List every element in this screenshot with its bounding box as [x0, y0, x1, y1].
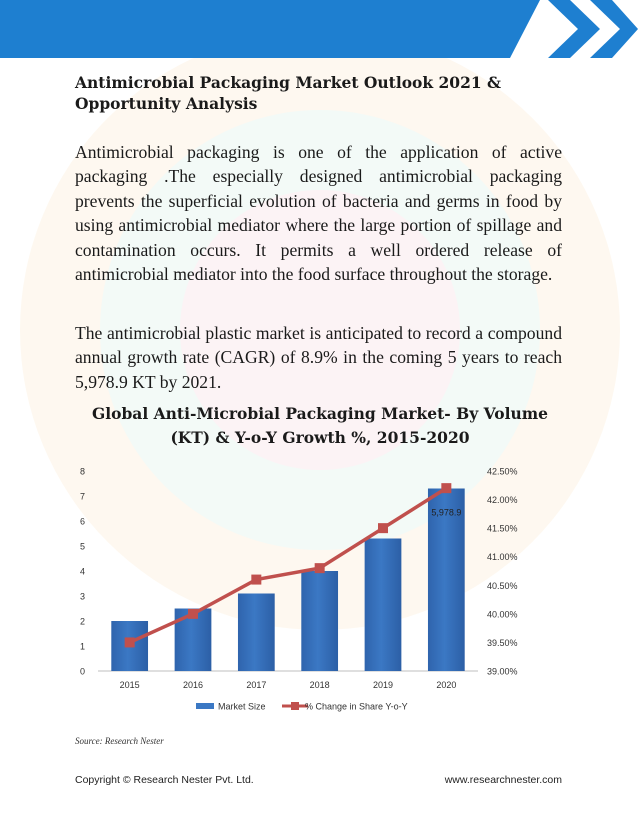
line-marker [125, 637, 135, 647]
y-left-tick-label: 8 [79, 466, 85, 477]
y-left-tick-label: 7 [79, 491, 85, 502]
page-title: Antimicrobial Packaging Market Outlook 2021 & Opportunity Analysis [75, 73, 502, 113]
chart-heading: Global Anti-Microbial Packaging Market- By Volume (KT) & Y-o-Y Growth %, 2015-2020 [91, 404, 548, 447]
y-right-tick-label: 42.50% [487, 466, 518, 477]
y-right-tick-label: 40.50% [487, 580, 518, 591]
copyright-text: Copyright © Research Nester Pvt. Ltd. [75, 774, 254, 786]
y-right-tick-label: 41.00% [487, 552, 518, 563]
line-marker [378, 523, 388, 533]
x-tick-label: 2016 [182, 680, 204, 690]
y-right-tick-label: 42.00% [487, 495, 518, 506]
y-right-tick-label: 39.00% [487, 666, 518, 677]
y-right-tick-label: 41.50% [487, 523, 518, 534]
y-right-tick-label: 40.00% [487, 609, 518, 620]
legend-label-yoy: % Change in Share Y-o-Y [305, 701, 408, 712]
y-left-tick-label: 5 [79, 541, 85, 552]
x-tick-label: 2017 [246, 680, 267, 690]
y-left-tick-label: 3 [79, 591, 85, 602]
data-label: 5,978.9 [431, 507, 462, 518]
paragraph-2: The antimicrobial plastic market is anticipated to record a compound annual growth rate (CAGR) of 8.9% in the coming 5 years to reach 5,978.9 KT by 2021. [75, 323, 562, 392]
y-right-tick-label: 39.50% [487, 637, 518, 648]
y-left-tick-label: 0 [79, 666, 85, 677]
source-note: Source: Research Nester [75, 736, 164, 746]
y-left-tick-label: 1 [79, 641, 85, 652]
legend-marker-yoy [291, 702, 299, 710]
bar-market-size [301, 571, 338, 671]
line-marker [315, 563, 325, 573]
x-tick-label: 2015 [119, 680, 140, 690]
x-tick-label: 2018 [309, 680, 330, 690]
bar-market-size [238, 594, 275, 672]
footer [75, 774, 562, 786]
website-link[interactable]: www.researchnester.com [444, 774, 562, 786]
line-marker [188, 609, 198, 619]
x-tick-label: 2019 [372, 680, 394, 690]
y-left-tick-label: 2 [79, 616, 85, 627]
legend-swatch-market-size [196, 703, 214, 709]
x-tick-label: 2020 [436, 680, 457, 690]
y-left-tick-label: 4 [79, 566, 85, 577]
paragraph-1: Antimicrobial packaging is one of the application of active packaging .The especially designed antimicrobial packaging prevents the superficial evolution of bacteria and germs in food by using antimicrobial mediator where the large portion of spillage and contamination occurs. It permits a well ordered release of antimicrobial mediator into the food surface throughout the storage. [75, 142, 562, 285]
y-left-tick-label: 6 [79, 516, 85, 527]
line-marker [441, 483, 451, 493]
line-marker [251, 575, 261, 585]
bar-market-size [365, 539, 402, 672]
legend-label-market-size: Market Size [218, 701, 266, 712]
